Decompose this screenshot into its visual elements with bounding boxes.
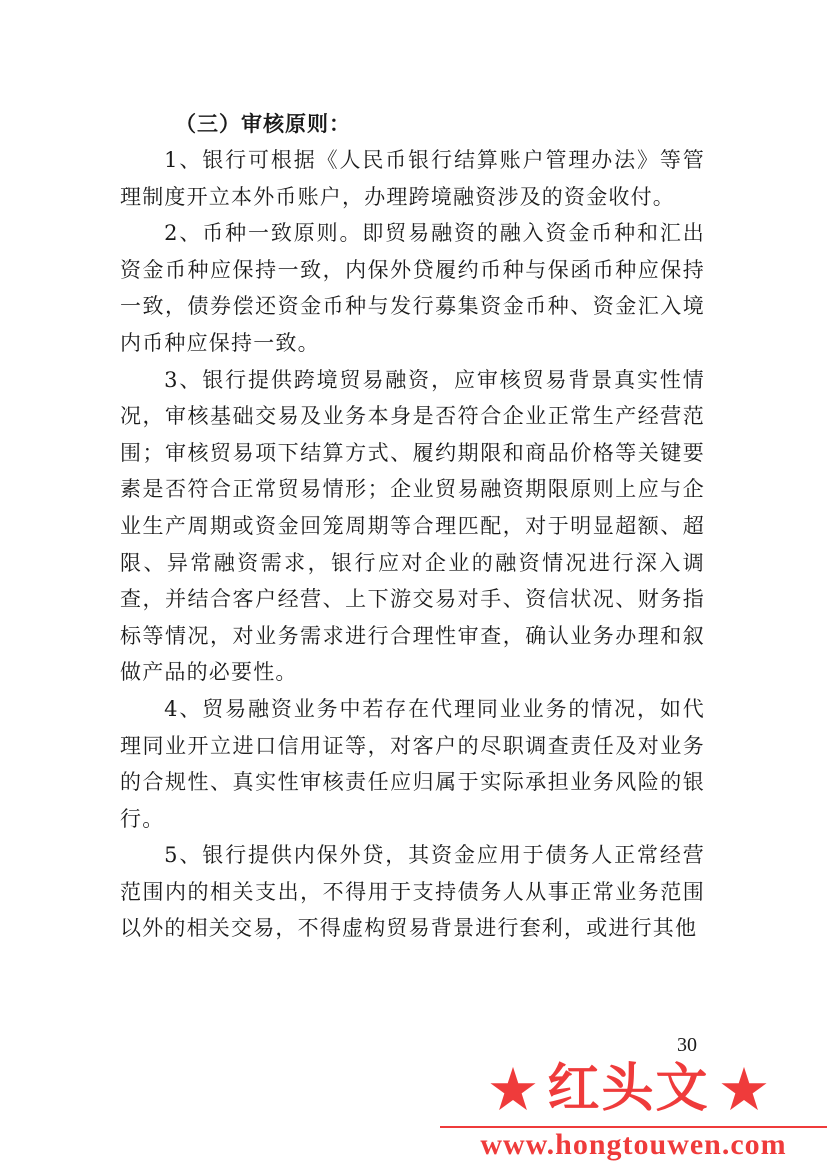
watermark xyxy=(430,1052,827,1170)
star-icon xyxy=(489,1065,537,1113)
watermark-url: www.hongtouwen.com xyxy=(480,1128,787,1161)
paragraph-1: 1、银行可根据《人民币银行结算账户管理办法》等管理制度开立本外币账户，办理跨境融资涉及的资金收付。 xyxy=(120,148,705,209)
paragraph-3: 3、银行提供跨境贸易融资，应审核贸易背景真实性情况，审核基础交易及业务本身是否符合企业正常生产经营范围；审核贸易项下结算方式、履约期限和商品价格等关键要素是否符合正常贸易情形；企业贸易融资期限原则上应与企业生产周期或资金回笼周期等合理匹配，对于明显超额、超限、异常融资需求，银行应对企业的融资情况进行深入调查，并结合客户经营、上下游交易对手、资信状况、财务指标等情况，对业务需求进行合理性审查，确认业务办理和叙做产品的必要性。 xyxy=(120,367,705,685)
body-text xyxy=(120,142,705,947)
section-heading: （三）审核原则： xyxy=(175,111,351,136)
paragraph-5: 5、银行提供内保外贷，其资金应用于债务人正常经营范围内的相关支出，不得用于支持债务人从事正常业务范围以外的相关交易，不得虚构贸易背景进行套利，或进行其他 xyxy=(120,843,705,941)
watermark-text: 红头文 xyxy=(547,1059,710,1119)
paragraph-2: 2、币种一致原则。即贸易融资的融入资金币种和汇出资金币种应保持一致，内保外贷履约币种与保函币种应保持一致，债券偿还资金币种与发行募集资金币种、资金汇入境内币种应保持一致。 xyxy=(120,221,705,355)
page-number: 30 xyxy=(677,1034,697,1056)
star-icon xyxy=(720,1065,768,1113)
watermark-title xyxy=(430,1054,827,1124)
paragraph-4: 4、贸易融资业务中若存在代理同业业务的情况，如代理同业开立进口信用证等，对客户的尽职调查责任及对业务的合规性、真实性审核责任应归属于实际承担业务风险的银行。 xyxy=(120,696,705,831)
